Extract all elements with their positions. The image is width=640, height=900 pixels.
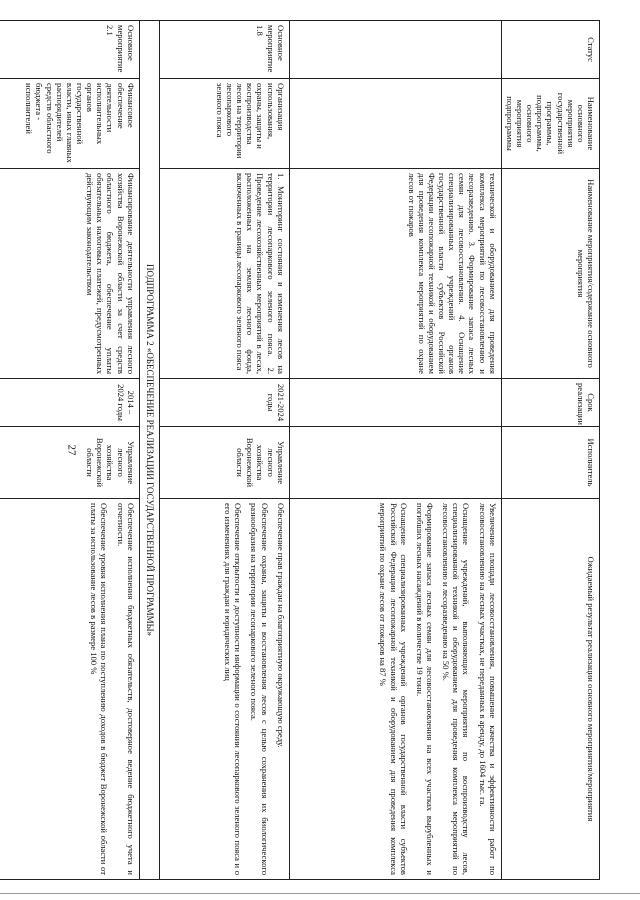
result-item: Формирование запаса лесных семян для лесовосстановления на всех участках вырубленных и погибших лесных насаждений в количестве 19 тонн. xyxy=(414,503,436,875)
cell-term: 2014 – 2024 годы xyxy=(0,379,139,427)
header-name: Наименование основного мероприятия государственной программы, подпрограммы, основного мероприятия подпрограммы xyxy=(501,79,599,169)
cell-result xyxy=(0,499,139,880)
result-item: Обеспечение охраны, защиты и восстановления лесов с целью сохранения их биологического разнообразия на территории лесопаркового зеленого пояса. xyxy=(249,503,270,875)
result-item: Обеспечение прав граждан на благоприятную окружающую среду. xyxy=(275,503,286,748)
cell-content: Финансирование деятельности управления лесного хозяйства Воронежской области за счет средств областного бюджета, обеспечение уплаты обязательных налоговых платежей, предусмотренных действующим законодательством xyxy=(0,169,139,379)
header-status: Статус xyxy=(501,21,599,79)
cell-name: Финансовое обеспечение деятельности исполнительных органов государственной власти, иных главных распорядителей средств областного бюджета - исполнителей xyxy=(0,79,139,169)
cell-term xyxy=(289,379,501,427)
rotated-table-container xyxy=(24,20,600,880)
result-item: Обеспечение уровня исполнения плана по поступлению доходов в бюджет Воронежской области от платы за использование лесов в размере 100 % xyxy=(89,503,110,875)
result-item: Оснащение специализированных учреждений органов государственной власти субъектов Российской Федерации лесопожарной техникой и оборудованием для проведения комплекса мероприятий по охране лесов от пожаров на 87 % xyxy=(378,503,409,875)
cell-status: Основное мероприятие 2.1 xyxy=(0,21,139,79)
table-row-continuation xyxy=(289,21,501,880)
result-item: Обеспечение исполнения бюджетных обязательств, достоверное ведение бюджетного учета и отчетности. xyxy=(115,503,136,875)
page-number: 27 xyxy=(65,444,78,456)
cell-term: 2021-2024 годы xyxy=(159,379,289,427)
cell-executor: Управление лесного хозяйства Воронежской области xyxy=(0,427,139,499)
header-result: Ожидаемый результат реализации основного мероприятия/мероприятия xyxy=(501,499,599,880)
header-row xyxy=(501,21,599,880)
cell-name: Организация использования, охраны, защиты и воспроизводства лесов на территории лесопаркового зеленого пояса xyxy=(159,79,289,169)
header-executor: Исполнитель xyxy=(501,427,599,499)
cell-executor xyxy=(289,427,501,499)
result-item: Обеспечение открытости и доступности информации о состоянии лесопаркового зеленого пояса и о его изменениях для граждан и юридических лиц xyxy=(223,503,244,875)
cell-name xyxy=(289,79,501,169)
bottom-rule xyxy=(0,893,640,894)
subprogram-row xyxy=(139,21,159,880)
cell-result xyxy=(159,499,289,880)
cell-status: Основное мероприятие 1.8 xyxy=(159,21,289,79)
cell-result xyxy=(289,499,501,880)
header-term: Срок реализации xyxy=(501,379,599,427)
subprogram-title: ПОДПРОГРАММА 2 «ОБЕСПЕЧЕНИЕ РЕАЛИЗАЦИИ ГОСУДАРСТВЕННОЙ ПРОГРАММЫ» xyxy=(139,21,159,880)
cell-content: 1. Мониторинг состояния и изменения лесов на территории лесопаркового зеленого пояса. 2. Проведение лесохозяйственных мероприятий в лесах, расположенных на землях лесного фонда, включенных в границы лесопаркового зеленого пояса xyxy=(159,169,289,379)
table-row-2-1 xyxy=(0,21,139,880)
rotated-page xyxy=(24,20,600,880)
cell-executor: Управление лесного хозяйства Воронежской области xyxy=(159,427,289,499)
cell-content: технической и оборудованием для проведения комплекса мероприятий по лесовосстановлению и лесоразведению. 3. Формирование запаса лесных семян для лесовосстановления. 4. Оснащение специализированных учреждений органов государственной власти субъектов Российской Федерации лесопожарной техникой и оборудованием для проведения комплекса мероприятий по охране лесов от пожаров xyxy=(289,169,501,379)
table-row-1-8 xyxy=(159,21,289,880)
cell-status xyxy=(289,21,501,79)
header-content: Наименование мероприятия/содержание основного мероприятия xyxy=(501,169,599,379)
result-item: Оснащение учреждений, выполняющих мероприятия по воспроизводству лесов, специализированной техникой и оборудованием для проведения комплекса мероприятий по лесовосстановлению и лесоразведению на 50 %. xyxy=(441,503,472,875)
program-table xyxy=(0,20,600,880)
result-item: Увеличение площади лесовосстановления, повышение качества и эффективности работ по лесовосстановлению на лесных участках, не переданных в аренду, до 1604 тыс. га. xyxy=(477,503,498,875)
